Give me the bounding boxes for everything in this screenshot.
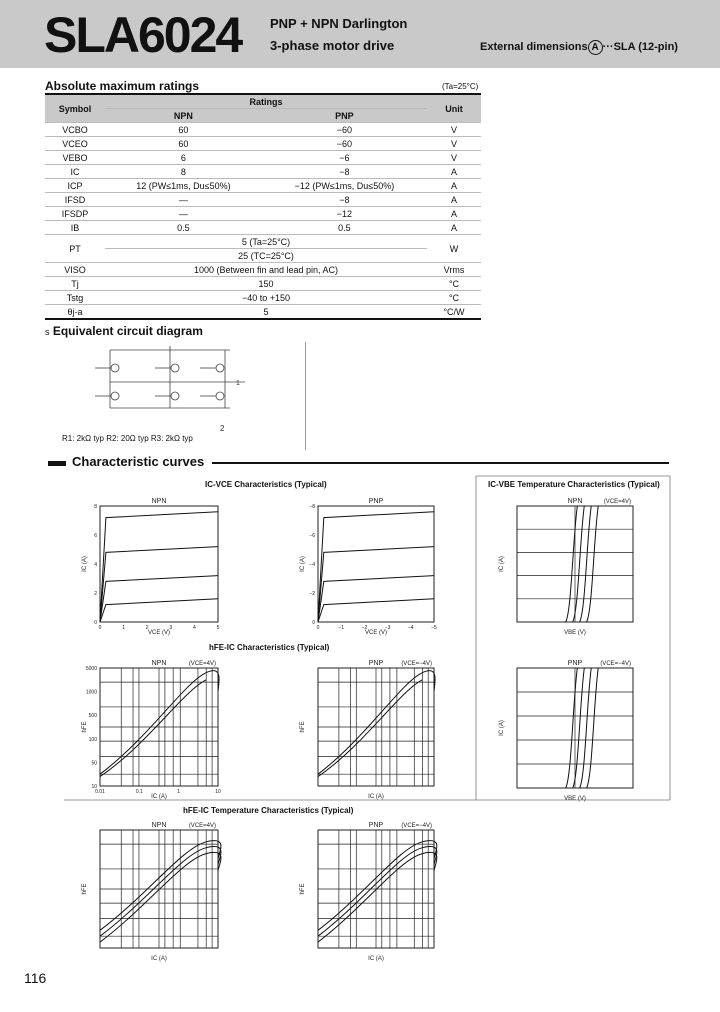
curve: [318, 512, 434, 622]
g4-title: hFE-IC Temperature Characteristics (Typical): [183, 806, 354, 815]
cell-value: −40 to +150: [105, 291, 427, 305]
plot-xlabel: IC (A): [368, 794, 384, 800]
cell-npn: 60: [105, 137, 262, 151]
cell-symbol: VCEO: [45, 137, 105, 151]
curves-title: Characteristic curves: [72, 454, 205, 469]
ytick-label: 0: [312, 620, 315, 626]
xtick-label: 0: [316, 625, 320, 631]
curve: [587, 506, 599, 622]
head-symbol: Symbol: [45, 94, 105, 123]
plot-condition: (VCE=−4V): [401, 661, 432, 667]
curve: [100, 680, 206, 777]
curve: [318, 599, 434, 622]
xtick-label: 3: [169, 625, 173, 631]
xtick-label: 1: [122, 625, 125, 631]
xtick-label: 4: [193, 625, 196, 631]
curve: [100, 847, 221, 937]
cell-symbol: VISO: [45, 263, 105, 277]
g1-npn-plot: [78, 494, 236, 636]
xtick-label: −4: [407, 625, 414, 631]
curve: [318, 841, 437, 931]
cell-pnp: −60: [262, 137, 427, 151]
ytick-label: 100: [88, 736, 97, 743]
plot-ylabel: IC (A): [499, 556, 505, 572]
ratings-condition: (Ta=25°C): [442, 82, 479, 91]
plot-frame: [318, 506, 434, 622]
cell-unit: V: [427, 137, 481, 151]
xtick-label: 0.01: [95, 789, 105, 795]
circuit-pin-1: 1: [236, 380, 240, 387]
curve: [318, 576, 434, 622]
cell-symbol: VCBO: [45, 123, 105, 137]
plot-ylabel: IC (A): [499, 720, 505, 736]
cell-unit: °C/W: [427, 305, 481, 320]
g1-pnp-plot: [296, 494, 452, 636]
cell-symbol: θj-a: [45, 305, 105, 320]
part-number: SLA6024: [44, 7, 242, 63]
curve: [100, 671, 219, 775]
g3-npn-plot: [78, 656, 236, 800]
ytick-label: 500: [88, 713, 97, 720]
plot-ylabel: hFE: [300, 883, 306, 895]
curve: [100, 599, 218, 622]
curve: [100, 852, 221, 942]
g2-npn-plot: [495, 494, 651, 636]
circuit-title-text: Equivalent circuit diagram: [52, 324, 203, 338]
cell-pnp: −8: [262, 165, 427, 179]
cell-unit: V: [427, 151, 481, 165]
ytick-label: 50: [91, 760, 97, 767]
plot-xlabel: IC (A): [368, 956, 384, 962]
cell-pnp: 0.5: [262, 221, 427, 235]
head-ratings: Ratings: [105, 94, 427, 109]
ytick-label: 1000: [85, 689, 97, 696]
ytick-label: 4: [94, 562, 97, 568]
head-npn: NPN: [105, 109, 262, 123]
plot-series-label: PNP: [368, 822, 384, 829]
g4-npn-plot: [78, 818, 236, 962]
cell-unit: V: [427, 123, 481, 137]
ytick-label: −8: [309, 504, 315, 510]
cell-unit: Vrms: [427, 263, 481, 277]
curve: [100, 841, 221, 931]
resistor-note: R1: 2kΩ typ R2: 20Ω typ R3: 2kΩ typ: [62, 434, 193, 443]
plot-series-label: PNP: [368, 498, 384, 505]
curve: [318, 680, 422, 777]
cell-symbol: IFSDP: [45, 207, 105, 221]
cell-unit: °C: [427, 277, 481, 291]
cell-unit: W: [427, 235, 481, 263]
cell-pnp: −8: [262, 193, 427, 207]
xtick-label: 1: [177, 789, 181, 795]
cell-symbol: IB: [45, 221, 105, 235]
cell-symbol: Tstg: [45, 291, 105, 305]
cell-pt-tc: 25 (TC=25°C): [105, 249, 427, 263]
cell-value: 150: [105, 277, 427, 291]
plot-xlabel: VBE (V): [564, 630, 586, 636]
curve: [100, 547, 218, 622]
cell-symbol: ICP: [45, 179, 105, 193]
cell-symbol: IC: [45, 165, 105, 179]
plot-xlabel: VBE (V): [564, 796, 586, 802]
g1-title: IC-VCE Characteristics (Typical): [205, 480, 327, 489]
cell-symbol: VEBO: [45, 151, 105, 165]
cell-npn: 12 (PW≤1ms, Du≤50%): [105, 179, 262, 193]
cell-npn: 8: [105, 165, 262, 179]
g3-title: hFE-IC Characteristics (Typical): [209, 643, 330, 652]
curve: [100, 512, 218, 622]
plot-frame: [100, 506, 218, 622]
xtick-label: 5: [216, 625, 220, 631]
xtick-label: 2: [145, 625, 149, 631]
cell-unit: A: [427, 179, 481, 193]
plot-series-label: PNP: [368, 660, 384, 667]
circuit-pin-2: 2: [220, 424, 225, 433]
cell-unit: A: [427, 193, 481, 207]
xtick-label: −2: [361, 625, 368, 631]
cell-npn: 0.5: [105, 221, 262, 235]
xtick-label: −3: [384, 625, 391, 631]
ytick-label: 6: [94, 533, 97, 539]
cell-npn: —: [105, 193, 262, 207]
ytick-label: 5000: [85, 666, 97, 672]
g3-pnp-plot: [296, 656, 452, 800]
curve: [587, 668, 599, 788]
subtitle-type: PNP + NPN Darlington: [270, 16, 408, 31]
plot-ylabel: hFE: [300, 721, 306, 733]
plot-xlabel: IC (A): [151, 794, 167, 800]
curve: [318, 671, 435, 775]
cell-symbol: IFSD: [45, 193, 105, 207]
cell-unit: °C: [427, 291, 481, 305]
cell-unit: A: [427, 221, 481, 235]
ratings-title: Absolute maximum ratings: [45, 79, 200, 93]
ext-dim-prefix: External dimensions: [480, 41, 588, 53]
cell-npn: 60: [105, 123, 262, 137]
curve: [100, 576, 218, 622]
plot-ylabel: IC (A): [82, 556, 88, 572]
plot-series-label: PNP: [567, 660, 583, 667]
cell-unit: A: [427, 165, 481, 179]
ytick-label: 10: [91, 784, 97, 790]
subtitle-application: 3-phase motor drive: [270, 38, 395, 53]
plot-series-label: NPN: [151, 822, 167, 829]
cell-value: 1000 (Between fin and lead pin, AC): [105, 263, 427, 277]
plot-series-label: NPN: [151, 498, 167, 505]
ext-dim-suffix: ···SLA (12-pin): [602, 41, 678, 53]
g2-title: IC-VBE Temperature Characteristics (Typical): [488, 480, 660, 489]
ext-dim-letter: A: [588, 40, 603, 55]
curve: [318, 847, 437, 937]
circuit-title-prefix: s: [45, 327, 50, 337]
plot-condition: (VCE=4V): [188, 823, 216, 829]
xtick-label: 0.1: [135, 789, 143, 795]
ytick-label: −2: [309, 591, 315, 597]
head-unit: Unit: [427, 94, 481, 123]
plot-ylabel: IC (A): [300, 556, 306, 572]
plot-condition: (VCE=4V): [188, 661, 216, 667]
plot-condition: (VCE=−4V): [600, 661, 631, 667]
cell-value: 5: [105, 305, 427, 320]
ytick-label: 0: [94, 620, 97, 626]
plot-series-label: NPN: [151, 660, 167, 667]
ytick-label: 2: [94, 591, 97, 597]
page-number: 116: [24, 970, 47, 986]
cell-npn: 6: [105, 151, 262, 165]
xtick-label: −1: [338, 625, 345, 631]
plot-xlabel: VCE (V): [364, 630, 388, 636]
plot-series-label: NPN: [567, 498, 583, 505]
cell-symbol: PT: [45, 235, 105, 263]
curve: [318, 547, 434, 622]
cell-pnp: −12 (PW≤1ms, Du≤50%): [262, 179, 427, 193]
g2-pnp-plot: [495, 656, 651, 802]
head-pnp: PNP: [262, 109, 427, 123]
g4-pnp-plot: [296, 818, 452, 962]
plot-ylabel: hFE: [82, 721, 88, 733]
cell-pnp: −60: [262, 123, 427, 137]
cell-pnp: −6: [262, 151, 427, 165]
plot-condition: (VCE=−4V): [401, 823, 432, 829]
xtick-label: 10: [215, 789, 221, 795]
cell-pt-ta: 5 (Ta=25°C): [105, 235, 427, 249]
cell-pnp: −12: [262, 207, 427, 221]
plot-xlabel: IC (A): [151, 956, 167, 962]
xtick-label: −5: [431, 625, 437, 631]
ytick-label: −4: [309, 562, 315, 568]
curve: [318, 852, 437, 942]
cell-symbol: Tj: [45, 277, 105, 291]
cell-unit: A: [427, 207, 481, 221]
ytick-label: 8: [94, 504, 97, 510]
plot-ylabel: hFE: [82, 883, 88, 895]
cell-npn: —: [105, 207, 262, 221]
ytick-label: −6: [309, 533, 315, 539]
xtick-label: 0: [98, 625, 102, 631]
plot-condition: (VCE=4V): [603, 499, 631, 505]
plot-xlabel: VCE (V): [147, 630, 171, 636]
